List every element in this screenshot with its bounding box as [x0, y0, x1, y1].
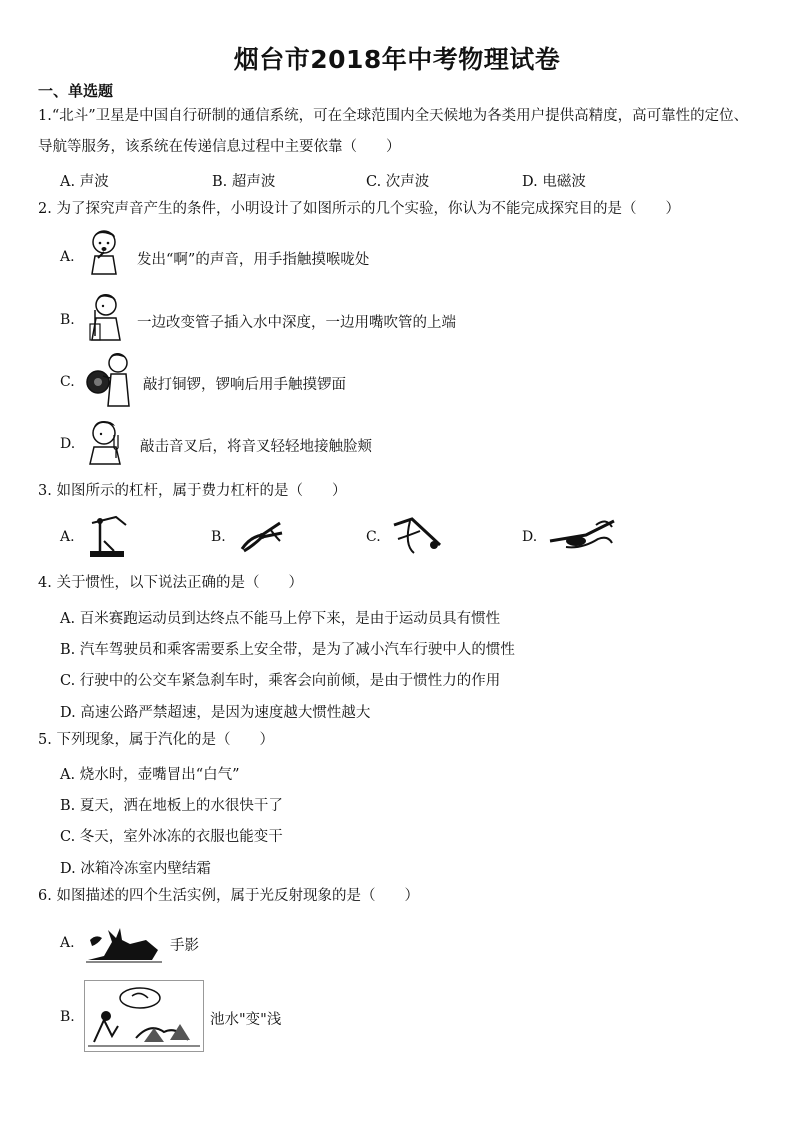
page-title: 烟台市2018年中考物理试卷	[233, 45, 561, 74]
question-1-option-b: B. 超声波	[212, 174, 276, 190]
question-2-option-c-label: C.	[60, 374, 75, 390]
section-heading: 一、单选题	[38, 82, 114, 100]
question-3-option-b-label: B.	[211, 529, 226, 545]
question-3-option-c-label: C.	[366, 529, 381, 545]
question-3-option-d-label: D.	[522, 529, 538, 545]
question-4-stem: 4. 关于惯性，以下说法正确的是（ ）	[38, 575, 303, 591]
question-6-option-a-label: A.	[60, 935, 75, 951]
question-2-option-c-text: 敲打铜锣，锣响后用手触摸锣面	[143, 377, 346, 393]
question-5-option-b: B. 夏天，洒在地板上的水很快干了	[60, 798, 283, 814]
question-5-option-c: C. 冬天，室外冰冻的衣服也能变干	[60, 829, 283, 845]
question-1-stem: 1.“北斗”卫星是中国自行研制的通信系统，可在全球范围内全天候地为各类用户提供高精度，高可靠性的定位、导航等服务，该系统在传递信息过程中主要依靠（ ）	[38, 108, 749, 155]
question-2-option-d-text: 敲击音叉后，将音叉轻轻地接触脸颊	[140, 439, 372, 455]
question-4-option-b: B. 汽车驾驶员和乘客需要系上安全带，是为了减小汽车行驶中人的惯性	[60, 642, 515, 658]
question-2-option-b-text: 一边改变管子插入水中深度，一边用嘴吹管的上端	[137, 315, 456, 331]
question-4-option-a: A. 百米赛跑运动员到达终点不能马上停下来，是由于运动员具有惯性	[60, 611, 501, 627]
question-5-option-a: A. 烧水时，壶嘴冒出“白气”	[60, 767, 240, 783]
question-4-option-c: C. 行驶中的公交车紧急刹车时，乘客会向前倾，是由于惯性力的作用	[60, 673, 501, 689]
question-4-option-d: D. 高速公路严禁超速，是因为速度越大惯性越大	[60, 705, 371, 721]
lever-a-figure	[86, 511, 132, 561]
question-2-option-b-label: B.	[60, 312, 75, 328]
question-5-option-d: D. 冰箱冷冻室内壁结霜	[60, 861, 211, 877]
question-6-option-a-text: 手影	[170, 938, 199, 954]
question-6-stem: 6. 如图描述的四个生活实例，属于光反射现象的是（ ）	[38, 888, 419, 904]
boy-striking-gong-figure	[84, 352, 136, 408]
question-2-option-a-text: 发出“啊”的声音，用手指触摸喉咙处	[137, 252, 370, 268]
question-1-option-c: C. 次声波	[366, 174, 430, 190]
boy-touching-throat-figure	[84, 228, 128, 276]
lever-c-figure	[390, 515, 446, 557]
question-5-stem: 5. 下列现象，属于汽化的是（ ）	[38, 732, 274, 748]
question-2-option-d-label: D.	[60, 436, 76, 452]
question-6-option-b-text: 池水"变"浅	[210, 1012, 282, 1028]
question-2-stem: 2. 为了探究声音产生的条件，小明设计了如图所示的几个实验，你认为不能完成探究目的是（ ）	[38, 201, 680, 217]
question-1-option-d: D. 电磁波	[522, 174, 586, 190]
boy-blowing-tube-figure	[84, 292, 130, 342]
question-3-option-a-label: A.	[60, 529, 75, 545]
pool-water-shallow-figure	[84, 980, 204, 1052]
question-2-option-a-label: A.	[60, 249, 75, 265]
question-1-option-a: A. 声波	[60, 174, 109, 190]
question-3-stem: 3. 如图所示的杠杆，属于费力杠杆的是（ ）	[38, 483, 347, 499]
question-6-option-b-label: B.	[60, 1009, 75, 1025]
hand-shadow-figure	[86, 920, 162, 964]
lever-d-figure	[546, 513, 620, 559]
lever-b-figure	[236, 515, 286, 555]
boy-tuning-fork-figure	[84, 418, 130, 466]
